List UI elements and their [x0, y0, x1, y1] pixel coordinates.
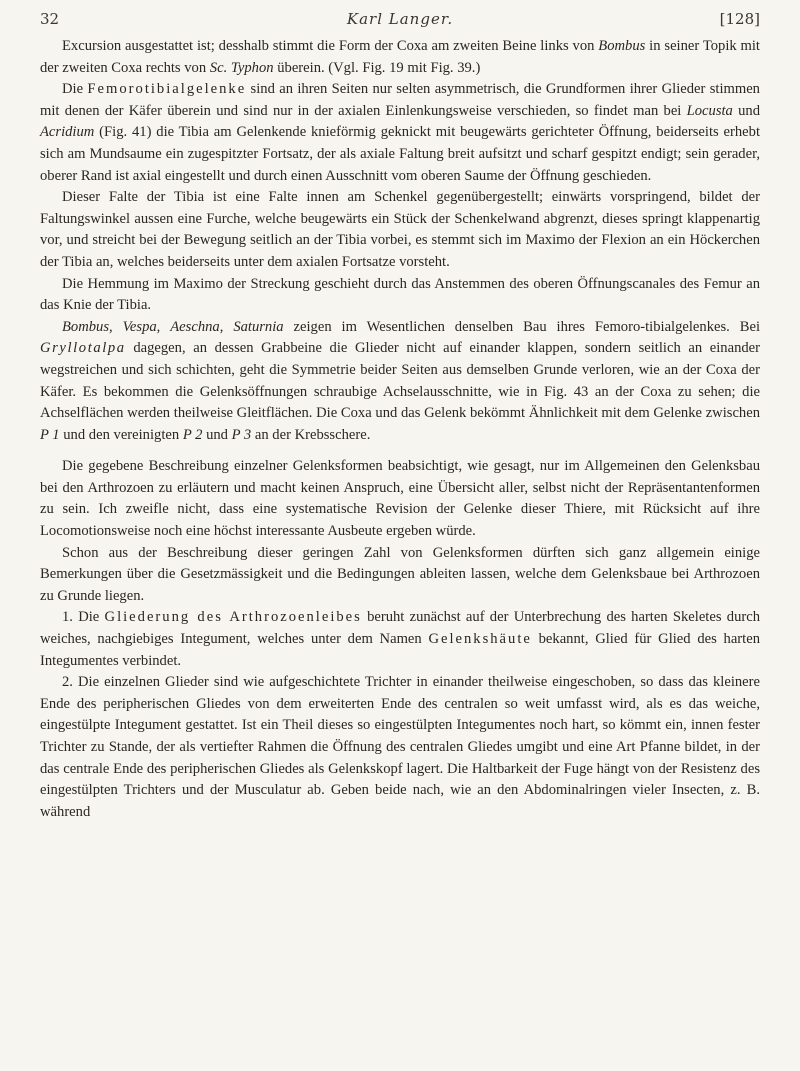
text-run: , [109, 318, 123, 335]
running-title: Karl Langer. [346, 10, 454, 28]
text-run: und den vereinigten [59, 426, 183, 443]
emphasis-text: Gliederung des Arthrozoenleibes [104, 609, 362, 626]
text-run: Dieser Falte der Tibia ist eine Falte innen am Schenkel gegenübergestellt; einwärts vorspringend, bildet der Faltungswinkel aussen eine Furche, welche beugewärts ein Stück der Schenkelwand abgrenzt, dieses springt klappenartig vor, und streicht bei der Bewegung seitlich an der Tibia vorbei, es stemmt sich im Maximo der Flexion an ein Höckerchen der Tibia an, welches beiderseits unter dem axialen Fortsatze vorsteht. [40, 189, 760, 270]
paragraph [40, 36, 760, 79]
paragraph [40, 79, 760, 187]
body-text [40, 36, 760, 823]
text-run: (Fig. 41) die Tibia am Gelenkende knieförmig geknickt mit beugewärts gerichteter Öffnung, beiderseits erhebt sich am Mundsaume ein zugespitzter Fortsatz, der als axiale Faltung breit aufsitzt und scharf gespitzt endigt; sein gerader, oberer Rand ist axial eingestellt und durch einen Ausschnitt vom oberen Saume der Öffnung geschieden. [40, 124, 760, 184]
paragraph [40, 456, 760, 542]
emphasis-text: P 3 [231, 426, 252, 443]
emphasis-text: Sc. Typhon [209, 59, 274, 76]
text-run: und [732, 102, 760, 119]
text-run: beruht zunächst auf der Unterbrechung des harten Skeletes durch weiches, nachgiebiges Integument, welches unter dem Namen [40, 609, 760, 648]
paragraph [40, 607, 760, 672]
running-head [40, 6, 760, 32]
book-page [40, 6, 760, 823]
page-number: 32 [40, 10, 60, 28]
emphasis-text: Bombus [598, 38, 646, 54]
text-run: zeigen im Wesentlichen denselben Bau ihres Femoro-tibialgelenkes. Bei [283, 318, 761, 335]
emphasis-text: Locusta [686, 102, 733, 119]
text-run: Die [62, 81, 88, 98]
text-run: in seiner Topik mit der zweiten Coxa rechts von [40, 38, 760, 76]
text-run: 1. Die [62, 609, 105, 626]
text-run: , [219, 318, 234, 335]
emphasis-text: Gryllotalpa [40, 340, 126, 357]
text-run: Schon aus der Beschreibung dieser geringen Zahl von Gelenksformen dürften sich ganz allgemein einige Bemerkungen über die Gesetzmässigkeit und die Bedingungen ableiten lassen, welche dem Gelenksbaue bei Arthrozoen zu Grunde liegen. [40, 544, 760, 604]
text-run: überein. (Vgl. Fig. 19 mit Fig. 39.) [273, 59, 481, 76]
text-run: 2. Die einzelnen Glieder sind wie aufgeschichtete Trichter in einander theilweise eingeschoben, so dass das kleinere Ende des peripherischen Gliedes von dem erweiterten Ende des centralen so weit umfasst wird, als es das weiche, eingestülpte Integument gestattet. Ist ein Theil dieses so eingestülpten Integumentes noch hart, so kömmt ein, innen fester Trichter zu Stande, der als vertiefter Rahmen die Öffnung des centralen Gliedes umgibt und eine Art Pfanne bildet, in der das centrale Ende des peripherischen Gliedes als Gelenkskopf lagert. Die Haltbarkeit der Fuge hängt von der Resistenz des eingestülpten Trichters und der Musculatur ab. Geben beide nach, wie an den Abdominalringen vieler Insecten, z. B. während [40, 674, 760, 820]
text-run: dagegen, an dessen Grabbeine die Glieder nicht auf einander klappen, sondern seitlich an einander wegstreichen und sich schichten, geht die Symmetrie beider Seiten aus demselben Grunde verloren, wie an der Coxa der Käfer. Es bekommen die Gelenksöffnungen schraubige Achselausschnitte, wie in Fig. 43 an der Coxa zu sehen; die Achselflächen werden theilweise Gleitflächen. Die Coxa und das Gelenk bekömmt Ähnlichkeit mit dem Gelenke zwischen [40, 340, 760, 422]
text-run: , [156, 318, 171, 335]
text-run: Die gegebene Beschreibung einzelner Gelenksformen beabsichtigt, wie gesagt, nur im Allgemeinen den Gelenksbau bei den Arthrozoen zu erläutern und macht keinen Anspruch, eine Übersicht aller, selbst nicht der Repräsentantenformen zu sein. Ich zweifle nicht, dass eine systematische Revision der Gelenke dieser Thiere, mit Rücksicht auf ihre Locomotionsweise noch eine höchst interessante Ausbeute ergeben würde. [40, 458, 760, 540]
paragraph [40, 317, 760, 447]
emphasis-text: P 1 [40, 426, 60, 443]
emphasis-text: Vespa [122, 318, 157, 335]
paragraph [40, 672, 760, 823]
text-run: sind an ihren Seiten nur selten asymmetrisch, die Grundformen ihrer Glieder stimmen mit denen der Käfer überein und sind nur in der axialen Einlenkungsweise verschieden, so findet man bei [40, 81, 760, 119]
paragraph [40, 543, 760, 608]
emphasis-text: Femorotibialgelenke [87, 81, 247, 98]
text-run: Excursion ausgestattet ist; desshalb stimmt die Form der Coxa am zweiten Beine links von [62, 38, 599, 54]
paragraph [40, 187, 760, 273]
emphasis-text: Bombus [62, 318, 110, 335]
emphasis-text: Acridium [40, 124, 95, 141]
text-run: und [202, 426, 232, 443]
paragraph [40, 274, 760, 317]
text-run: Die Hemmung im Maximo der Streckung geschieht durch das Anstemmen des oberen Öffnungscanales des Femur an das Knie der Tibia. [40, 275, 760, 314]
text-run: an der Krebsschere. [251, 426, 371, 443]
emphasis-text: Aeschna [170, 318, 220, 335]
section-id: [128] [719, 10, 760, 28]
emphasis-text: Gelenkshäute [428, 631, 532, 648]
text-run: bekannt, Glied für Glied des harten Integumentes verbindet. [40, 631, 760, 669]
emphasis-text: P 2 [182, 426, 203, 443]
emphasis-text: Saturnia [233, 318, 284, 335]
